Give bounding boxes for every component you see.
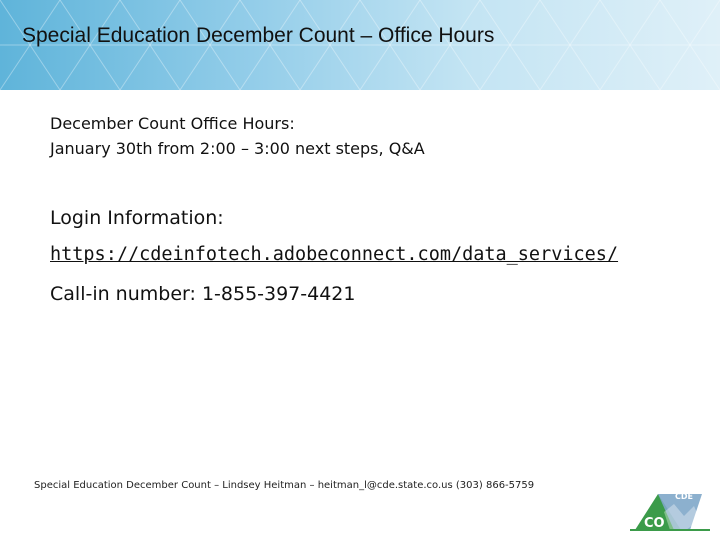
title-banner xyxy=(0,0,720,90)
adobe-connect-link[interactable]: https://cdeinfotech.adobeconnect.com/data_services/ xyxy=(50,244,619,265)
office-hours-heading: December Count Office Hours: xyxy=(50,114,295,133)
page-title: Special Education December Count – Office Hours xyxy=(22,24,495,47)
office-hours-date: January 30th from 2:00 – 3:00 next steps, Q&A xyxy=(50,139,425,158)
login-info-label: Login Information: xyxy=(50,207,224,229)
cde-logo-icon xyxy=(630,490,710,534)
logo-co-text: CO xyxy=(644,516,665,531)
call-in-number: Call-in number: 1-855-397-4421 xyxy=(50,283,356,305)
logo-cde-text: CDE xyxy=(675,492,693,501)
footer-contact: Special Education December Count – Lindsey Heitman – heitman_l@cde.state.co.us (303) 866-5759 xyxy=(34,480,535,491)
